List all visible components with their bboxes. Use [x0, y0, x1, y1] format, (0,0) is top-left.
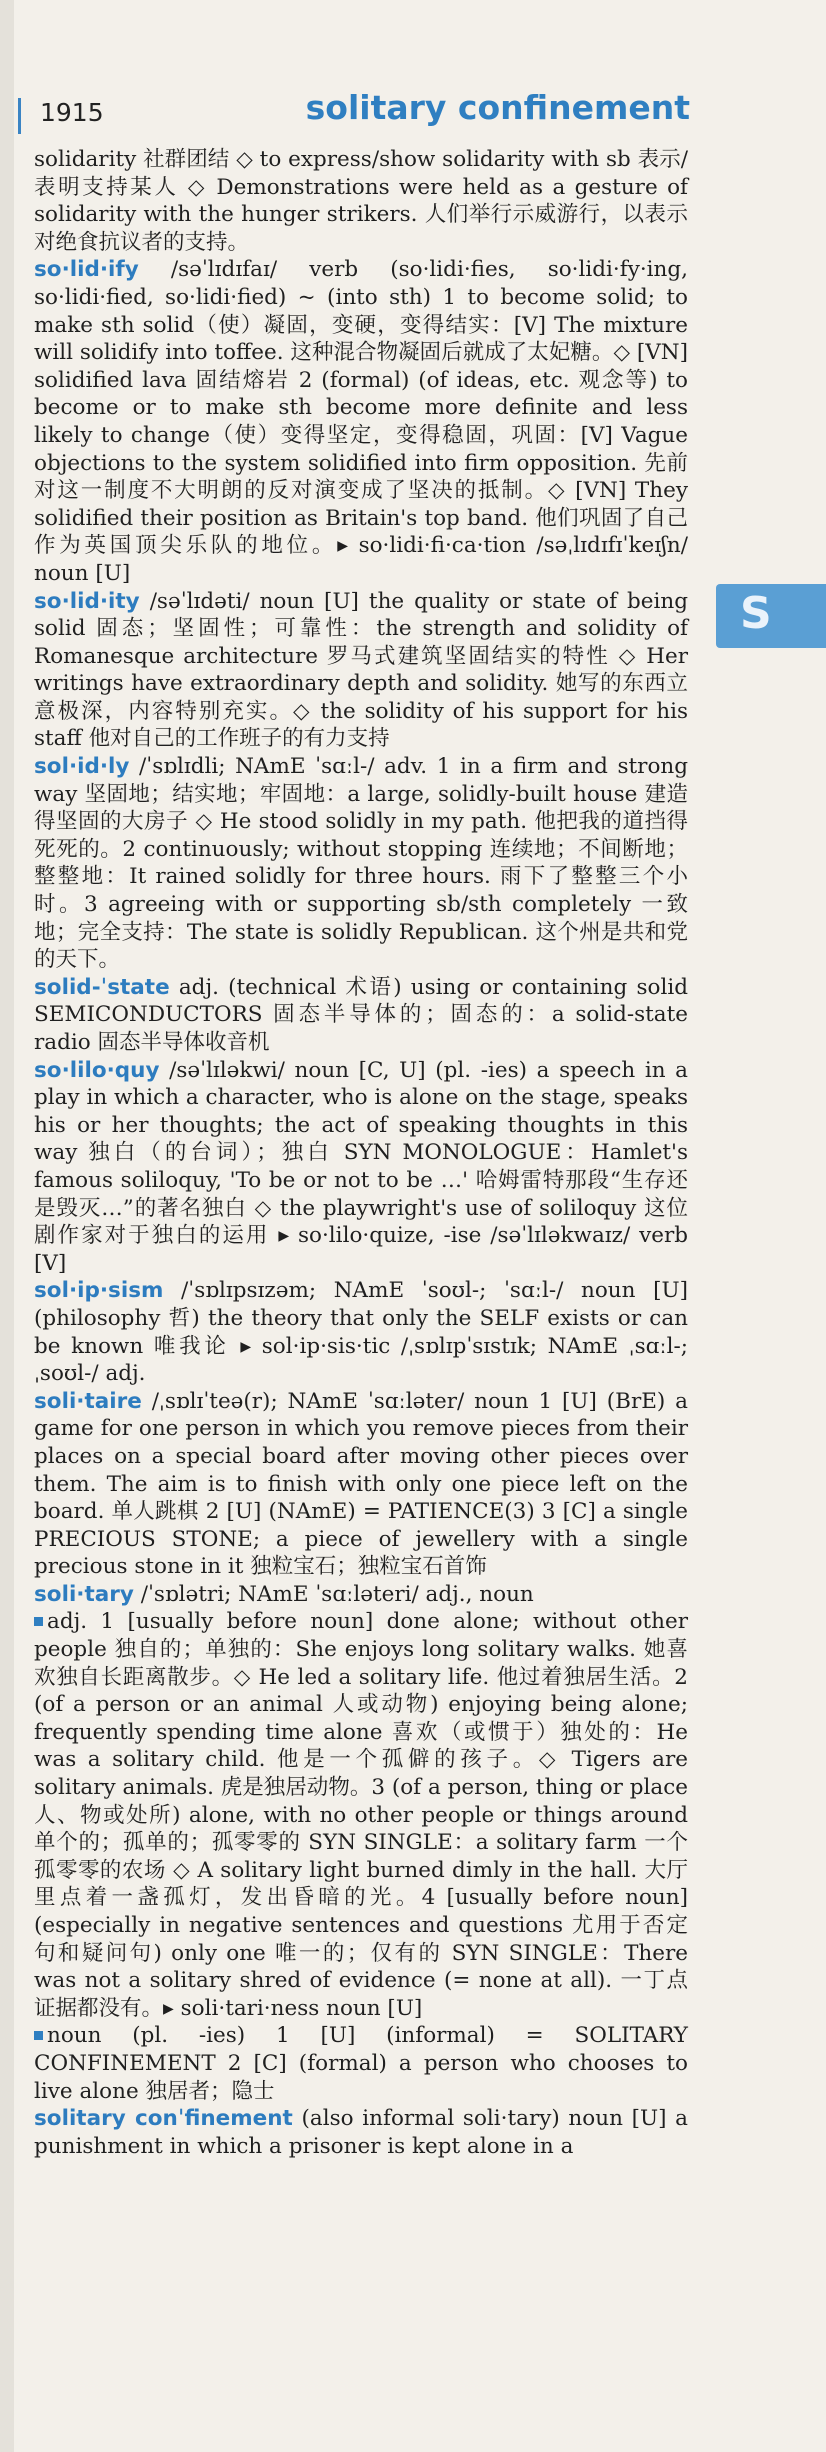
thumb-index-letter: S — [740, 588, 772, 639]
header-rule — [18, 98, 21, 134]
entry-text: /ˈsɒlɪdli; NAmE ˈsɑːl-/ adv. 1 in a firm and strong way 坚固地；结实地；牢固地：a large, solidly-built house 建造得坚固的大房子 ◇ He stood solidly in my path. 他把我的道挡得死死的。2 continuously; without stopping 连续地；不间断地；整整地：It rained solidly for three hours. 雨下了整整三个小时。3 agreeing with or supporting sb/sth completely 一致地；完全支持：The state is solidly Republican. 这个州是共和党的天下。 — [34, 754, 688, 973]
entry-solidly — [34, 753, 688, 974]
entry-soliloquy — [34, 1057, 688, 1278]
page-gutter — [0, 0, 14, 2452]
entry-text: /səˈlɪdɪfaɪ/ verb (so·lidi·fies, so·lidi·fy·ing, so·lidi·fied, so·lidi·fied) ~ (into sth) 1 to become solid; to make sth solid（使）凝固，变硬，变得结实：[V] The mixture will solidify into toffee. 这种混合物凝固后就成了太妃糖。◇ [VN] solidified lava 固结熔岩 2 (formal) (of ideas, etc. 观念等) to become or to make sth become more definite and less likely to change（使）变得坚定，变得稳固，巩固：[V] Vague objections to the system solidified into firm opposition. 先前对这一制度不大明朗的反对演变成了坚决的抵制。◇ [VN] They solidified their position as Britain's top band. 他们巩固了自己作为英国顶尖乐队的地位。▸ so·lidi·fi·ca·tion /səˌlɪdɪfɪˈkeɪʃn/ noun [U] — [34, 257, 688, 586]
headword: soli·taire — [34, 1388, 142, 1414]
entry-solidify — [34, 256, 688, 587]
headword: so·lid·ify — [34, 257, 139, 283]
headword: so·lilo·quy — [34, 1057, 160, 1083]
sense-square-icon — [34, 1617, 43, 1626]
entry-text: /ˈsɒlətri; NAmE ˈsɑːləteri/ adj., noun — [133, 1581, 534, 1607]
entry-text: /səˈlɪdəti/ noun [U] the quality or state of being solid 固态；坚固性；可靠性：the strength and solidity of Romanesque architecture 罗马式建筑坚固结实的特性 ◇ Her writings have extraordinary depth and solidity. 她写的东西立意极深，内容特别充实。◇ the solidity of his support for his staff 他对自己的工作班子的有力支持 — [34, 588, 688, 752]
entry-text: solidarity 社群团结 ◇ to express/show solidarity with sb 表示/表明支持某人 ◇ Demonstrations were held as a gesture of solidarity with the hunger strikers. 人们举行示威游行，以表示对绝食抗议者的支持。 — [34, 147, 688, 255]
entry-solitary-noun — [34, 2022, 688, 2105]
entry-solitaire — [34, 1388, 688, 1581]
headword: sol·ip·sism — [34, 1278, 164, 1304]
headword: sol·id·ly — [34, 754, 130, 780]
headword: so·lid·ity — [34, 588, 140, 614]
entry-solidity — [34, 588, 688, 754]
entry-solitary-adj — [34, 1608, 688, 2022]
entry-text: noun (pl. -ies) 1 [U] (informal) = SOLITARY CONFINEMENT 2 [C] (formal) a person who chooses to live alone 独居者；隐士 — [34, 2023, 688, 2104]
running-head: solitary confinement — [305, 88, 690, 127]
headword: solitary conˈfinement — [34, 2106, 293, 2132]
headword: solid-ˈstate — [34, 974, 170, 1000]
sense-square-icon — [34, 2031, 43, 2040]
entry-solitary-confinement — [34, 2105, 688, 2160]
entry-continuation — [34, 146, 688, 256]
running-header — [18, 88, 698, 140]
entry-solipsism — [34, 1277, 688, 1387]
entries-column — [34, 146, 688, 2160]
entry-text: /ˌsɒlɪˈteə(r); NAmE ˈsɑːləter/ noun 1 [U] (BrE) a game for one person in which you remove pieces from their places on a special board after moving other pieces over them. The aim is to finish with only one piece left on the board. 单人跳棋 2 [U] (NAmE) = PATIENCE(3) 3 [C] a single PRECIOUS STONE; a piece of jewellery with a single precious stone in it 独粒宝石；独粒宝石首饰 — [34, 1388, 688, 1580]
entry-text: /səˈlɪləkwi/ noun [C, U] (pl. -ies) a speech in a play in which a character, who is alone on the stage, speaks his or her thoughts; the act of speaking thoughts in this way 独白（的台词）；独白 SYN MONOLOGUE：Hamlet's famous soliloquy, 'To be or not to be …' 哈姆雷特那段“生存还是毁灭…”的著名独白 ◇ the playwright's use of soliloquy 这位剧作家对于独白的运用 ▸ so·lilo·quize, -ise /səˈlɪləkwaɪz/ verb [V] — [34, 1057, 688, 1276]
entry-text: /ˈsɒlɪpsɪzəm; NAmE ˈsoʊl-; ˈsɑːl-/ noun [U] (philosophy 哲) the theory that only the SELF exists or can be known 唯我论 ▸ sol·ip·sis·tic /ˌsɒlɪpˈsɪstɪk; NAmE ˌsɑːl-; ˌsoʊl-/ adj. — [34, 1278, 688, 1387]
thumb-index-tab — [716, 584, 826, 648]
entry-solitary — [34, 1581, 688, 1609]
headword: soli·tary — [34, 1581, 134, 1607]
page-number: 1915 — [40, 98, 104, 127]
entry-text: adj. (technical 术语) using or containing solid SEMICONDUCTORS 固态半导体的；固态的：a solid-state radio 固态半导体收音机 — [34, 974, 688, 1055]
entry-solid-state — [34, 974, 688, 1057]
entry-text: adj. 1 [usually before noun] done alone; without other people 独自的；单独的：She enjoys long solitary walks. 她喜欢独自长距离散步。◇ He led a solitary life. 他过着独居生活。2 (of a person or an animal 人或动物) enjoying being alone; frequently spending time alone 喜欢（或惯于）独处的：He was a solitary child. 他是一个孤僻的孩子。◇ Tigers are solitary animals. 虎是独居动物。3 (of a person, thing or place 人、物或处所) alone, with no other people or things around 单个的；孤单的；孤零零的 SYN SINGLE：a solitary farm 一个孤零零的农场 ◇ A solitary light burned dimly in the hall. 大厅里点着一盏孤灯，发出昏暗的光。4 [usually before noun] (especially in negative sentences and questions 尤用于否定句和疑问句) only one 唯一的；仅有的 SYN SINGLE：There was not a solitary shred of evidence (= none at all). 一丁点证据都没有。▸ soli·tari·ness noun [U] — [34, 1609, 688, 2021]
entry-text: (also informal soli·tary) noun [U] a punishment in which a prisoner is kept alone in a — [34, 2106, 688, 2159]
